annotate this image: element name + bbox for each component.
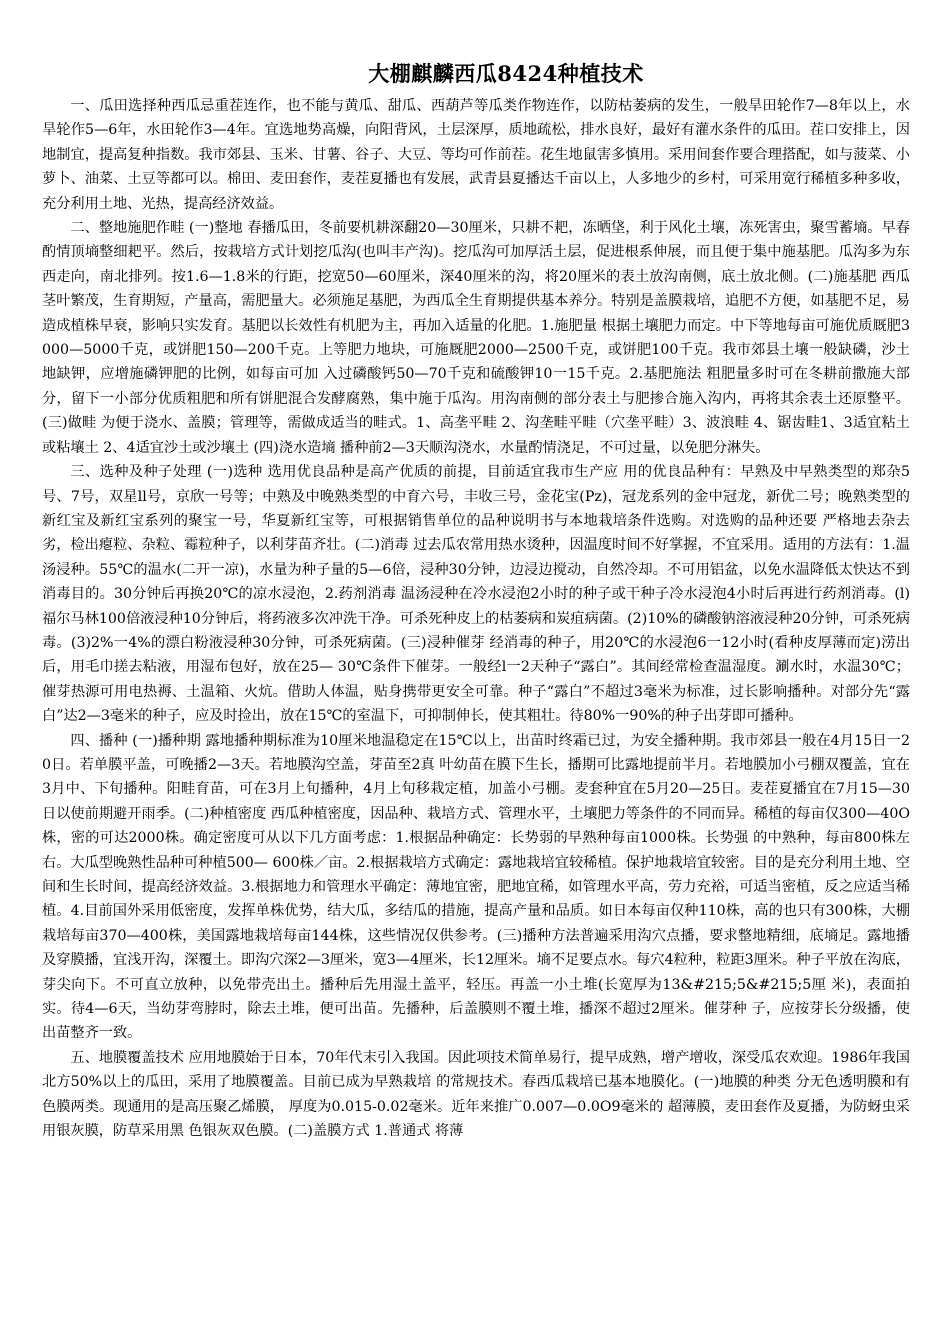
paragraph-soil-fertilizer: 二、整地施肥作畦 (一)整地 春播瓜田，冬前要机耕深翻20—30厘米，只耕不耙，冻晒垡，利于风化土壤，冻死害虫，聚雪蓄墒。早春酌情顶墒整细耙平。然后，按栽培方式计划挖瓜沟(也叫丰产沟)。挖瓜沟可加厚活土层，促进根系伸展，而且便于集中施基肥。瓜沟多为东西走向，南北排列。按1.6—1.8米的行距，挖宽50—60厘米，深40厘米的沟，将20厘米的表土放沟南侧，底土放北侧。(二)施基肥 西瓜茎叶繁茂，生育期短，产量高，需肥量大。必须施足基肥，为西瓜全生育期提供基本养分。特别是盖膜栽培，追肥不方便，如基肥不足，易造成植株早衰，影响只实发育。基肥以长效性有机肥为主，再加入适量的化肥。1.施肥量 根据土壤肥力而定。中下等地每亩可施优质厩肥3000—5000千克，或饼肥150—200千克。上等肥力地块，可施厩肥2000—2500千克，或饼肥100千克。我市郊县土壤一般缺磷，沙土地缺钾，应增施磷钾肥的比例，如每亩可加 入过磷酸钙50—70千克和硫酸钾10一15千克。2.基肥施法 粗肥量多时可在冬耕前撒施大部分，留下一小部分优质粗肥和所有饼肥混合发酵腐熟，集中施于瓜沟。用沟南侧的部分表土与肥掺合施入沟内，再将其余表土还原整平。(三)做畦 为便于浇水、盖膜；管理等，需做成适当的畦式。1、高垄平畦 2、沟垄畦平畦（穴垄平畦）3、波浪畦 4、锯齿畦1、3适宜粘土或粘壤土 2、4适宜沙土或沙壤土 (四)浇水造墒 播种前2—3天顺沟浇水，水量酌情浇足，不可过量，以免肥分淋失。 bbox=[42, 220, 910, 456]
paragraph-field-selection: 一、瓜田选择种西瓜忌重茬连作，也不能与黄瓜、甜瓜、西葫芦等瓜类作物连作，以防枯萎病的发生，一般旱田轮作7—8年以上，水旱轮作5—6年，水田轮作3—4年。宜选地势高燥，向阳背风，土层深厚，质地疏松，排水良好，最好有灌水条件的瓜田。茬口安排上，因地制宜，提高复种指数。我市郊县、玉米、甘薯、谷子、大豆、等均可作前茬。花生地鼠害多慎用。采用间套作要合理搭配，如与菠菜、小萝卜、油菜、土豆等都可以。棉田、麦田套作，麦茬夏播也有发展，武青县夏播达千亩以上，人多地少的乡村，可采用宽行稀植多种多收，充分利用土地、光热，提高经济效益。 bbox=[42, 98, 910, 212]
paragraph-seed-treatment: 三、选种及种子处理 (一)选种 选用优良品种是高产优质的前提，目前适宜我市生产应 用的优良品种有：早熟及中早熟类型的郑杂5号、7号，双星ll号，京欣一号等；中熟及中晚熟类型的中育六号，丰收三号，金花宝(Pz)，冠龙系列的金中冠龙，新优二号；晚熟类型的新红宝及新红宝系列的聚宝一号，华夏新红宝等，可根据销售单位的品种说明书与本地栽培条件选购。对选购的品种还要 严格地去杂去劣，检出瘪粒、杂粒、霉粒种子，以利芽苗齐壮。(二)消毒 过去瓜农常用热水烫种，因温度时间不好掌握，不宜采用。适用的方法有：1.温汤浸种。55℃的温水(二开一凉)，水量为种子量的5—6倍，浸种30分钟，边浸边搅动，自然冷却。不可用铝盆，以免水温降低太快达不到消毒目的。30分钟后再换20℃的凉水浸泡，2.药剂消毒 温汤浸种在冷水浸泡2小时的种子或干种子冷水浸泡4小时后再进行药剂消毒。(l)福尔马林100倍液浸种10分钟后，将药液多次冲洗干净。可杀死种皮上的枯萎病和炭疽病菌。(2)10%的磷酸钠溶液浸种20分钟，可杀死病毒。(3)2%一4%的漂白粉液浸种30分钟，可杀死病菌。(三)浸种催芽 经消毒的种子，用20℃的水浸泡6一12小时(看种皮厚薄而定)涝出后，用毛巾搓去粘液，用湿布包好，放在25— 30℃条件下催芽。一般经l一2天种子“露白”。其间经常检查温湿度。涮水时，水温30℃；催芽热源可用电热褥、土温箱、火炕。借助人体温，贴身携带更安全可靠。种子“露白”不超过3毫米为标准，过长影响播种。对部分先“露白”达2—3毫米的种子，应及时捡出，放在15℃的室温下，可抑制伸长，使其粗壮。待80%一90%的种子出芽即可播种。 bbox=[42, 464, 910, 725]
document-page bbox=[42, 58, 910, 1143]
document-title: 大棚麒麟西瓜8424种植技术 bbox=[368, 61, 644, 86]
paragraph-sowing: 四、播种 (一)播种期 露地播种期标准为10厘米地温稳定在15℃以上，出苗时终霜已过，为安全播种期。我市郊县一般在4月15日一20日。若单膜平盖，可晚播2—3天。若地膜沟空盖，芽苗至2真 叶幼苗在膜下生长，播期可比露地提前半月。若地膜加小弓棚双覆盖，宜在3月中、下旬播种。阳畦育苗，可在3月上旬播种，4月上旬移栽定植，加盖小弓棚。麦套种宜在5月20—25日。麦茬夏播宜在7月15—30日以使前期避开雨季。(二)种植密度 西瓜种植密度，因品种、栽培方式、管理水平，土壤肥力等条件的不同而异。稀植的每亩仅300—40O株，密的可达2000株。确定密度可从以下几方面考虑：1.根据品种确定：长势弱的早熟种每亩1000株。长势强 的中熟种，每亩800株左右。大瓜型晚熟性品种可种植500— 600株／亩。2.根据栽培方式确定：露地栽培宜较稀植。保护地栽培宜较密。目的是充分利用土地、空间和生长时间，提高经济效益。3.根据地力和管理水平确定：薄地宜密，肥地宜稀，如管理水平高，劳力充裕，可适当密植，反之应适当稀植。4.目前国外采用低密度，发挥单株优势，结大瓜，多结瓜的措施，提高产量和品质。如日本每亩仅种110株，高的也只有300株，大棚栽培每亩370—400株，美国露地栽培每亩144株，这些情况仅供参考。(三)播种方法普遍采用沟穴点播，要求整地精细，底墒足。露地播及穿膜播，宜浅开沟，深覆土。即沟穴深2—3厘米，宽3—4厘米，长12厘米。墒不足要点水。每穴4粒种，粒距3厘米。种子平放在沟底，芽尖向下。不可直立放种，以免带壳出土。播种后先用湿土盖平，轻压。再盖一小土堆(长宽厚为13&#215;5&#215;5厘 米)，表面拍实。待4—6天，当幼芽弯脖时，除去土堆，便可出苗。先播种，后盖膜则不覆土堆，播深不超过2厘米。催芽种 子，应按芽长分级播，使出苗整齐一致。 bbox=[42, 732, 910, 1042]
paragraph-mulch-film: 五、地膜覆盖技术 应用地膜始于日本，70年代末引入我国。因此项技术简单易行，提早成熟，增产增收，深受瓜农欢迎。1986年我国北方50%以上的瓜田，采用了地膜覆盖。目前已成为早熟栽培 的常规技术。春西瓜栽培已基本地膜化。(一)地膜的种类 分无色透明膜和有色膜两类。现通用的是高压聚乙烯膜， 厚度为0.015-0.02毫米。近年来推广0.007—0.0O9毫米的 超薄膜，麦田套作及夏播，为防蚜虫采用银灰膜，防草采用黑 色银灰双色膜。(二)盖膜方式 1.普通式 将薄 bbox=[42, 1049, 910, 1140]
